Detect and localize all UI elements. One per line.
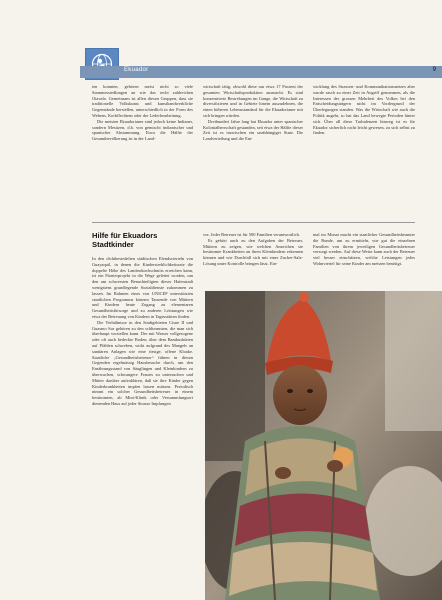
article-col2-paragraph: vor. Jeder Betreuer ist für 500 Familien verantwortlich. — [203, 232, 300, 237]
article-col1-paragraph: Die Verhältnisse in den Stadtgebieten Cisne II und Guasmo Sur gehören zu den schlimmsten, die man sich überhaupt vorstellen kann. Der mit Wasser vollgesogene oder oft auch bedeckte Boden, über dem Bambushütten auf Pfählen schweben, wirkt aufgrund des Mangels an sanitären Anlagen wie eine riesige, offene Kloake. Staatliche „Gesundheitsbetreuer“ führen in diesen Gegenden regelmässig Hausbesuche durch, um den Ernährungsstand von Säuglingen und Kleinkindern zu überwachen, schwangere Frauen zu untersuchen und Mütter darüber aufzuklären, daß sie ihre Kinder gegen Kinderkrankheiten impfen lassen müssen. Periodisch nimmt ein solcher Gesundheitsbetreuer in einem bestimmten, ab Mini-Klinik oder Versammlungsort dienenden Haus auf jeder Strasse Impfungen — [92, 319, 193, 406]
top-col3-paragraph: wicklung des Strassen- und Kommunikationsnetzes aber wurde rasch zu einer Zeit in Angriff genommen, als die Interessen der grossen Mehrheit des Volkes bei den Entscheidungsträgern nicht im Vordergrund der Überlegungen standen. Was die Wirtschaft wie auch die Politik angeht, so hat das Land bewegte Perioden hinter sich. Über all diese Turbulenzen hinweg ist es für Ekuador sicherlich nicht leicht gewesen, zu sich selbst zu finden. — [313, 84, 415, 136]
article-col3-paragraph: mal im Monat macht ein staatlicher Gesundheitsbeamter die Runde, um zu ermitteln, wie gut die einzelnen Familien von ihrem jeweiligen Gesundheitsbetreuer versorgt werden. Auf diese Weise kann auch der Betreuer viel besser einschätzen, welche Leistungen jedes Wohnviertel für seine Kinder am meisten benötigt. — [313, 232, 415, 266]
top-col2-paragraph: Dreihundert Jahre lang hat Ekuador unter spanischer Kolonialherrschaft gestanden, seit etwa der Hälfte dieser Zeit ist es inzwischen ein unabhängiger Staat. Die Landverteilung und die Ent- — [203, 118, 303, 142]
article-column-2 — [203, 232, 303, 267]
child-photograph — [205, 291, 442, 600]
article-column-3 — [313, 232, 415, 267]
top-column-1 — [92, 84, 193, 142]
article-column-1 — [92, 256, 193, 407]
top-column-3 — [313, 84, 415, 136]
article-col1-paragraph: In den dichtbesiedelten städtischen Elendsvierteln von Guayaquil, in denen die Kindersterblichkeitsrate die doppelte Höhe des Landesdurchschnitts erreichen kann, ist ein Pionierprojekt in die Wege geleitet worden, um den am schwersten Benachteiligten dieser Hafenstadt wenigstens grundlegende Sozialdienste zukommen zu lassen. Im Rahmen eines von UNICEF unterstützten staatlichen Programms können Tausende von Müttern und Kindern heute Zugang zu elementaren Gesundheitsfürsorge und zu anderen Leistungen wie etwa der Betreuung von Kindern in Tagesstätten finden. — [92, 256, 193, 319]
country-label: Ekuador — [124, 67, 149, 73]
article-col2-paragraph: Es gehört auch zu den Aufgaben der Betreuer, Müttern zu zeigen, wie welchen Anzeichen sie bestimmte Krankheiten an ihren Kleinkindern erkennen können und wie Durchfall sich mit einer Zucker-Salz-Lösung unter Kontrolle bringen lässt. Ein- — [203, 237, 303, 266]
top-column-2 — [203, 84, 303, 142]
article-headline: Hilfe für Ekuadors Stadtkinder — [92, 231, 158, 249]
top-col1-paragraph: ten konnten, gehören meist nicht so viele Stammessiedlungen an wie das recht zahlreichen Otavalo. Gemeinsam ist allen diesen Gruppen, dass sie traditionelle Volkskunst und kunsthandwerkliche Gegenstände herstellen, unterschiedlich in der Form des Webens, Korbflechtens oder der Lederbearbeitung. — [92, 84, 193, 118]
top-col2-paragraph: wirtschaft tätig, obwohl diese nur etwa 17 Prozent der gesamten Wirtschaftsproduktion ausmacht. Es sind konzentrierte Bestrebungen im Gange, die Wirtschaft zu diversifizieren und in Gebiete hinein auszudehnen, die einen höheren Lebensstandard für die Ekuadorianer mit sich bringen würden. — [203, 84, 303, 118]
page-number: 9 — [432, 67, 436, 73]
top-col1-paragraph: Die meisten Ekuadorianer sind jedoch keine Indianer, sondern Mestizen, d.h. von gemischt indianischer und spanischer Abstammung. Etwa die Hälfte der Gesamtbevölkerung ist in der Land- — [92, 118, 193, 142]
section-divider — [92, 222, 415, 223]
